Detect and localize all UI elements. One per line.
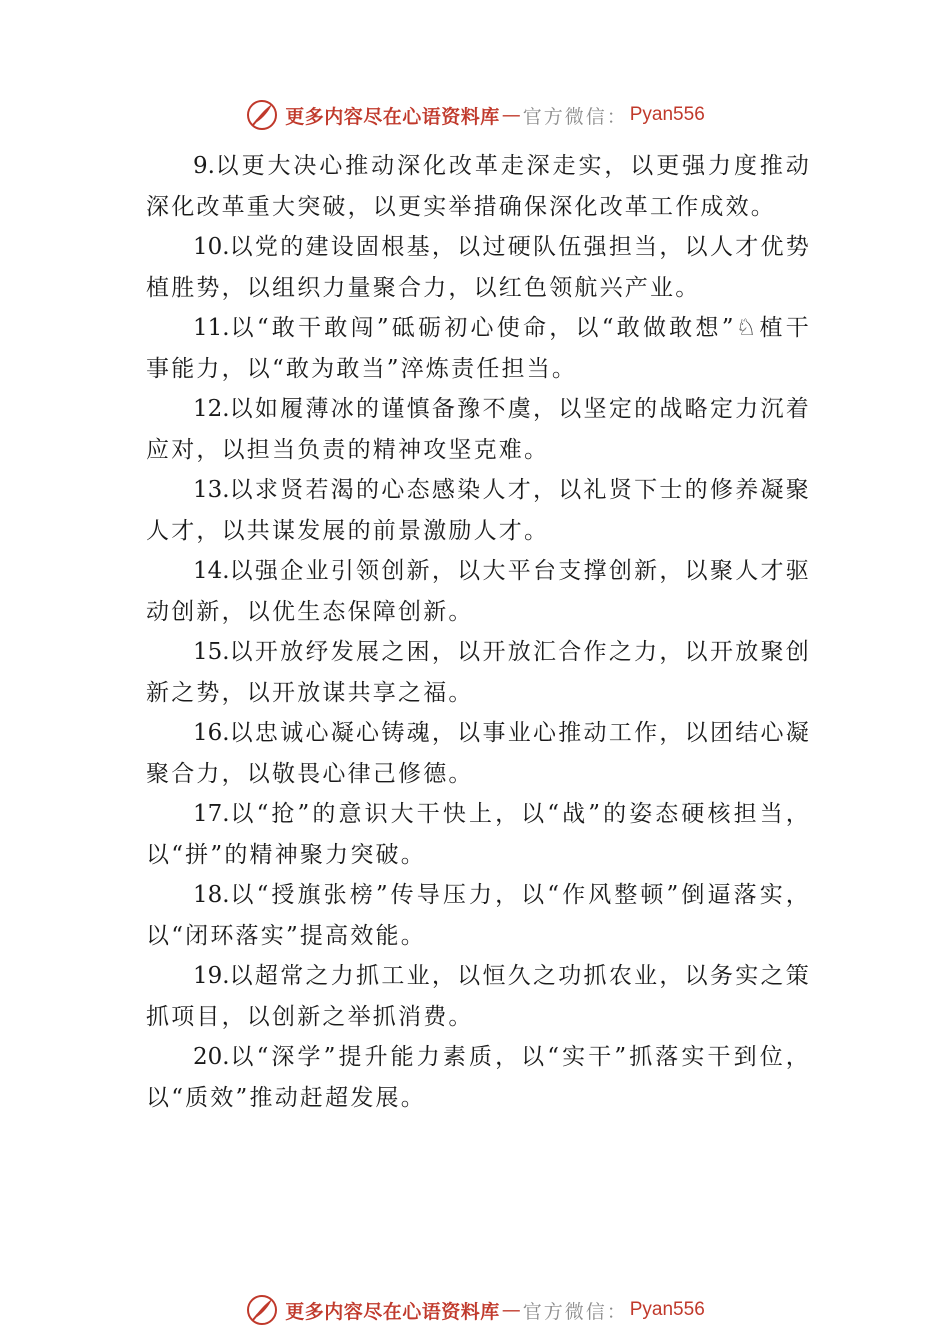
item-number: 17. [193, 801, 230, 827]
document-body [146, 146, 811, 1118]
item-number: 9. [193, 153, 215, 179]
footer-wechat-id: Pyan556 [629, 1299, 705, 1320]
list-item [146, 389, 811, 470]
header-site-text: 更多内容尽在心语资料库 [285, 105, 500, 128]
item-number: 12. [193, 396, 230, 422]
list-item [146, 956, 811, 1037]
item-number: 20. [193, 1044, 230, 1070]
item-number: 18. [193, 882, 230, 908]
header-banner [0, 95, 950, 135]
item-number: 16. [193, 720, 230, 746]
item-number: 19. [193, 963, 230, 989]
item-text: 以党的建设固根基，以过硬队伍强担当，以人才优势植胜势，以组织力量聚合力，以红色领航兴产业。 [146, 234, 811, 301]
list-item [146, 632, 811, 713]
item-text: 以超常之力抓工业，以恒久之功抓农业，以务实之策抓项目，以创新之举抓消费。 [146, 963, 811, 1030]
list-item [146, 713, 811, 794]
item-text: 以“抢”的意识大干快上，以“战”的姿态硬核担当，以“拼”的精神聚力突破。 [146, 801, 811, 868]
quill-logo-icon [245, 1293, 279, 1327]
item-text: 以“深学”提升能力素质，以“实干”抓落实干到位，以“质效”推动赶超发展。 [146, 1044, 811, 1111]
list-item [146, 146, 811, 227]
item-number: 11. [193, 315, 230, 341]
quill-logo-icon [245, 98, 279, 132]
footer-banner [0, 1290, 950, 1330]
list-item [146, 551, 811, 632]
item-text: 以求贤若渴的心态感染人才，以礼贤下士的修养凝聚人才，以共谋发展的前景激励人才。 [146, 477, 811, 544]
list-item [146, 1037, 811, 1118]
item-number: 14. [193, 558, 230, 584]
item-number: 15. [193, 639, 230, 665]
footer-dash: — [501, 1299, 521, 1321]
item-text: 以强企业引领创新，以大平台支撑创新，以聚人才驱动创新，以优生态保障创新。 [146, 558, 811, 625]
item-number: 13. [193, 477, 230, 503]
item-text: 以开放纾发展之困，以开放汇合作之力，以开放聚创新之势，以开放谋共享之福。 [146, 639, 811, 706]
item-text: 以忠诚心凝心铸魂，以事业心推动工作，以团结心凝聚合力，以敬畏心律己修德。 [146, 720, 811, 787]
footer-site-text: 更多内容尽在心语资料库 [285, 1300, 500, 1323]
item-number: 10. [193, 234, 230, 260]
item-text: 以“授旗张榜”传导压力，以“作风整顿”倒逼落实，以“闭环落实”提高效能。 [146, 882, 811, 949]
item-text: 以更大决心推动深化改革走深走实，以更强力度推动深化改革重大突破，以更实举措确保深化改革工作成效。 [146, 153, 811, 220]
item-text: 以如履薄冰的谨慎备豫不虞，以坚定的战略定力沉着应对，以担当负责的精神攻坚克难。 [146, 396, 811, 463]
header-dash: — [501, 104, 521, 126]
list-item [146, 875, 811, 956]
list-item [146, 308, 811, 389]
list-item [146, 470, 811, 551]
header-wechat-id: Pyan556 [629, 104, 705, 125]
header-wechat-label: 官方微信： [522, 105, 628, 128]
list-item [146, 794, 811, 875]
list-item [146, 227, 811, 308]
footer-wechat-label: 官方微信： [522, 1300, 628, 1323]
item-text: 以“敢干敢闯”砥砺初心使命，以“敢做敢想”♘植干事能力，以“敢为敢当”淬炼责任担当。 [146, 315, 811, 382]
